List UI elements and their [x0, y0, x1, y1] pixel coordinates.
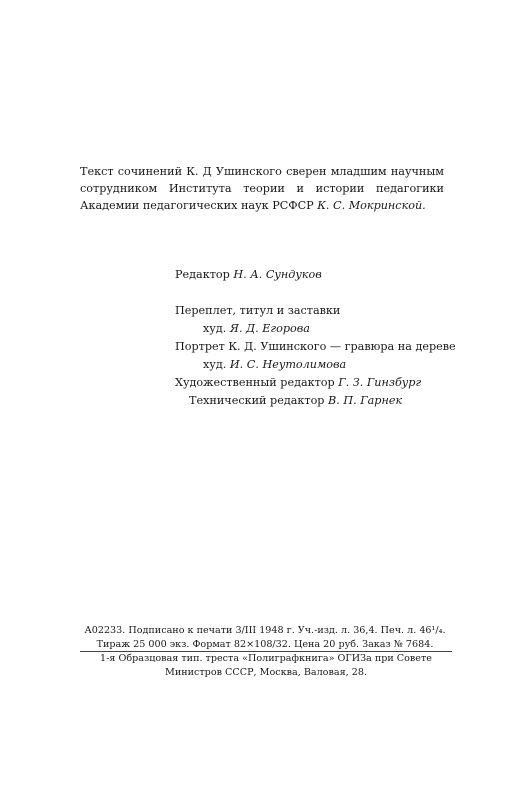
portrait-artist-label: худ. — [203, 358, 227, 371]
tech-editor-label: Технический редактор — [189, 394, 325, 407]
tech-editor-name: В. П. Гарнек — [328, 394, 403, 407]
verifier-name: К. С. Мокринской. — [317, 199, 426, 212]
editor-label: Редактор — [175, 268, 230, 281]
verification-line-1: Текст сочинений К. Д Ушинского сверен младшим научным — [80, 165, 444, 178]
publication-imprint — [80, 624, 450, 651]
binding-artist-label: худ. — [203, 322, 227, 335]
art-editor-label: Художественный редактор — [175, 376, 335, 389]
verification-line-2: сотрудником Института теории и истории педагогики — [80, 182, 444, 195]
printer-info — [80, 652, 452, 679]
art-editor-credit — [175, 374, 421, 392]
portrait-artist-credit — [203, 356, 346, 374]
binding-artist-name: Я. Д. Егорова — [229, 322, 310, 335]
portrait-artist-name: И. С. Неутолимова — [229, 358, 347, 371]
art-editor-name: Г. З. Гинзбург — [338, 376, 422, 389]
imprint-line-2: Тираж 25 000 экз. Формат 82×108/32. Цена 20 руб. Заказ № 7684. — [96, 638, 434, 650]
printer-line-1: 1-я Образцовая тип. треста «Полиграфкнига» ОГИЗа при Совете — [100, 653, 432, 664]
editor-credit — [175, 266, 322, 284]
imprint-line-1: А02233. Подписано к печати 3/III 1948 г. Уч.-изд. л. 36,4. Печ. л. 46¹/₄. — [84, 625, 446, 636]
binding-credit: Переплет, титул и заставки — [175, 304, 341, 317]
verification-line-3 — [80, 197, 444, 214]
binding-artist-credit — [203, 320, 310, 338]
text-verification-note — [80, 163, 444, 214]
tech-editor-credit — [189, 392, 402, 410]
printer-line-2: Министров СССР, Москва, Валовая, 28. — [165, 666, 367, 678]
portrait-credit: Портрет К. Д. Ушинского — гравюра на дереве — [175, 340, 456, 353]
editor-name: Н. А. Сундуков — [233, 268, 322, 281]
verification-line-3-prefix: Академии педагогических наук РСФСР — [80, 199, 314, 212]
